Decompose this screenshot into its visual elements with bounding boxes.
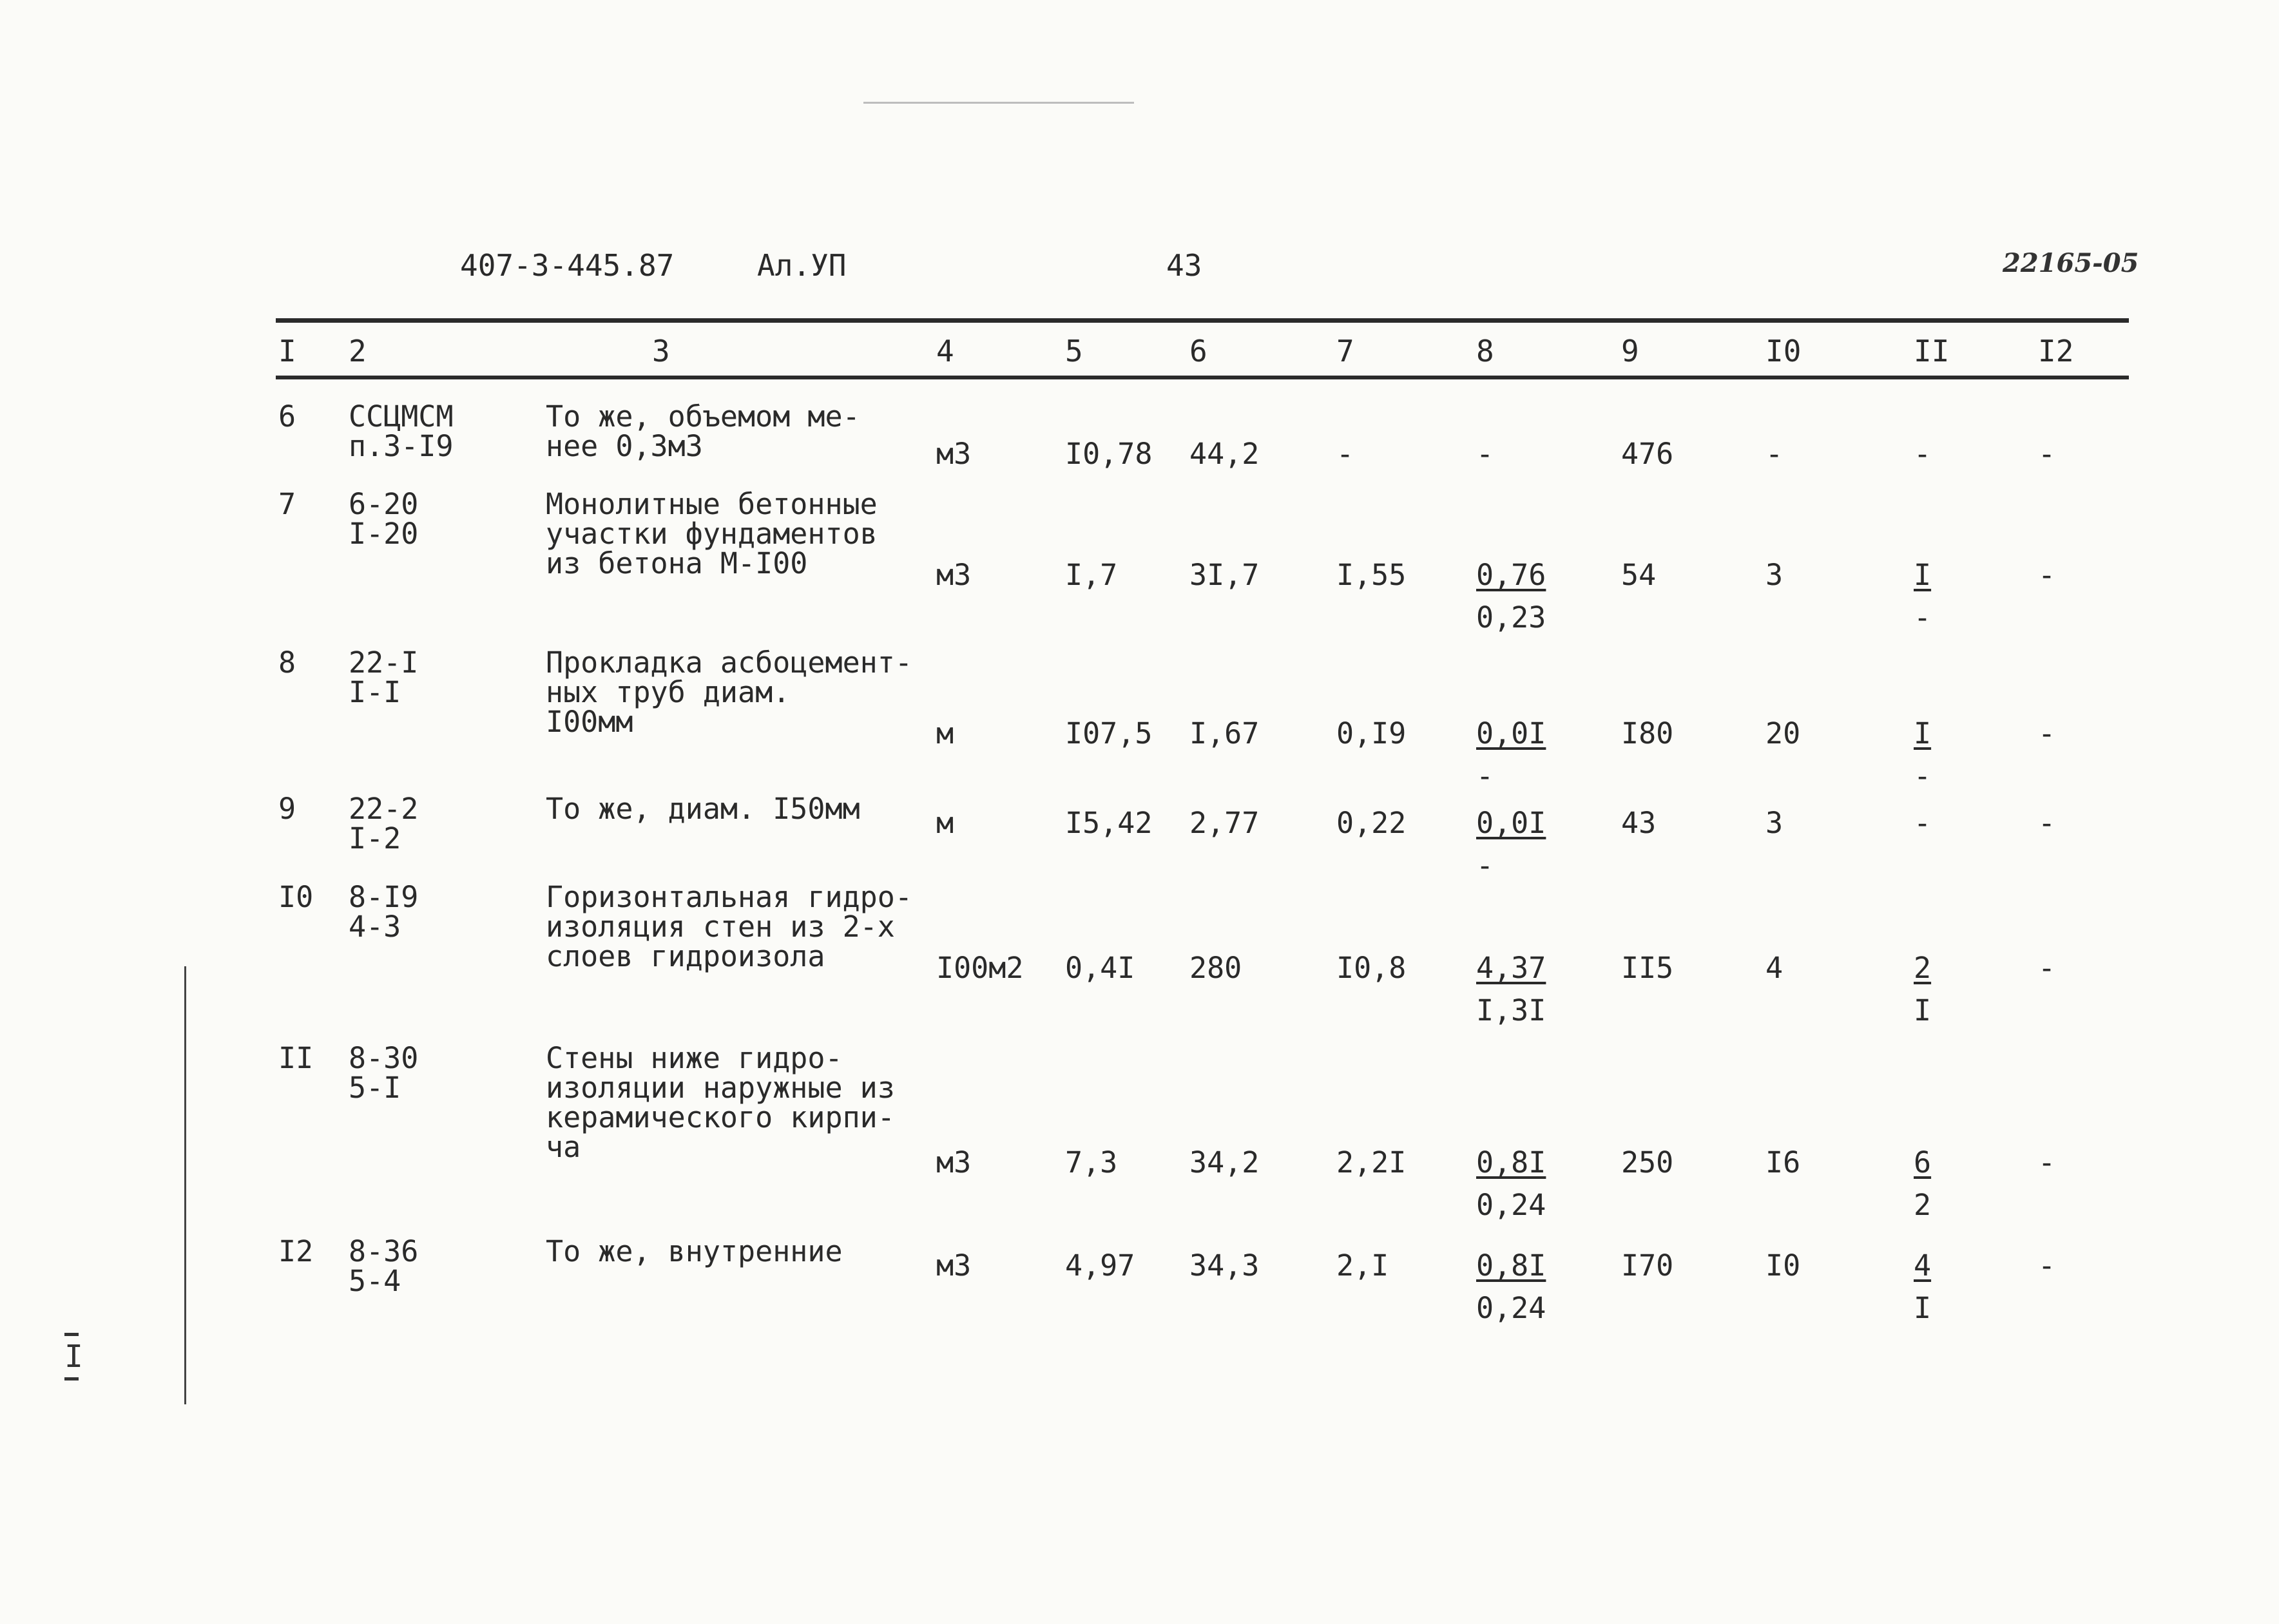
row-number: 9 — [278, 792, 296, 826]
work-description: изоляции наружные из — [546, 1071, 895, 1105]
work-description: Горизонтальная гидро- — [546, 880, 912, 914]
work-description: изоляция стен из 2-х — [546, 910, 895, 944]
col6-cell: 34,2 — [1189, 1145, 1260, 1180]
norm-code: 5-4 — [349, 1264, 401, 1298]
col9-cell: 43 — [1621, 806, 1657, 840]
work-description: То же, внутренние — [546, 1234, 843, 1268]
column-number: 2 — [349, 334, 367, 368]
col8-bottom-cell: I,3I — [1476, 993, 1546, 1027]
work-description: участки фундаментов — [546, 517, 878, 551]
col12-cell: - — [2038, 558, 2056, 592]
col8-top-cell: 0,0I — [1476, 806, 1546, 840]
col9-cell: 54 — [1621, 558, 1657, 592]
work-description: То же, объемом ме- — [546, 399, 860, 434]
col9-cell: I80 — [1621, 716, 1674, 750]
column-number: I — [278, 334, 296, 368]
column-number: I0 — [1765, 334, 1802, 368]
margin-mark-text: I — [64, 1339, 83, 1375]
column-number: 4 — [936, 334, 954, 368]
work-description: слоев гидроизола — [546, 939, 825, 973]
row-number: II — [278, 1041, 314, 1075]
work-description: нее 0,3м3 — [546, 429, 703, 463]
col9-cell: II5 — [1621, 951, 1674, 985]
col6-cell: 2,77 — [1189, 806, 1260, 840]
col11-top-cell: 4 — [1914, 1248, 1932, 1283]
col5-cell: I07,5 — [1065, 716, 1153, 750]
row-number: 6 — [278, 399, 296, 434]
col6-cell: I,67 — [1189, 716, 1260, 750]
col10-cell: 3 — [1765, 558, 1784, 592]
col8-bottom-cell: 0,24 — [1476, 1188, 1546, 1222]
col11-bottom-cell: - — [1914, 600, 1932, 635]
work-description: керамического кирпи- — [546, 1100, 895, 1134]
norm-code: 4-3 — [349, 910, 401, 944]
work-description: ных труб диам. — [546, 675, 791, 709]
unit-cell: м — [936, 716, 954, 750]
inventory-stamp: 22165-05 — [2003, 248, 2139, 278]
work-description: из бетона М-I00 — [546, 546, 808, 580]
col11-top-cell: 6 — [1914, 1145, 1932, 1180]
document-code: 407-3-445.87 — [460, 248, 675, 283]
work-description: Прокладка асбоцемент- — [546, 645, 912, 680]
col11-bottom-cell: - — [1914, 759, 1932, 793]
col10-cell: 20 — [1765, 716, 1801, 750]
col9-cell: 476 — [1621, 437, 1674, 471]
col10-cell: I0 — [1765, 1248, 1801, 1283]
unit-cell: м3 — [936, 1145, 972, 1180]
col8-top-cell: 0,0I — [1476, 716, 1546, 750]
col6-cell: 44,2 — [1189, 437, 1260, 471]
col12-cell: - — [2038, 1248, 2056, 1283]
norm-code: ССЦМСМ — [349, 399, 454, 434]
col9-cell: I70 — [1621, 1248, 1674, 1283]
table-header-rule — [276, 376, 2129, 379]
col7-cell: - — [1336, 437, 1354, 471]
column-number: 7 — [1336, 334, 1354, 368]
col8-bottom-cell: - — [1476, 759, 1494, 793]
row-number: 7 — [278, 487, 296, 521]
norm-code: I-20 — [349, 517, 419, 551]
col7-cell: 2,I — [1336, 1248, 1389, 1283]
row-number: 8 — [278, 645, 296, 680]
col5-cell: 0,4I — [1065, 951, 1135, 985]
norm-code: 22-I — [349, 645, 419, 680]
work-description: Стены ниже гидро- — [546, 1041, 843, 1075]
col12-cell: - — [2038, 951, 2056, 985]
norm-code: I-2 — [349, 821, 401, 855]
col11-top-cell: 2 — [1914, 951, 1932, 985]
col8-top-cell: 0,8I — [1476, 1248, 1546, 1283]
col8-top-cell: 4,37 — [1476, 951, 1546, 985]
margin-mark-bar-bottom — [64, 1377, 79, 1380]
col11-top-cell: - — [1914, 437, 1932, 471]
col11-top-cell: I — [1914, 716, 1932, 750]
col8-bottom-cell: 0,23 — [1476, 600, 1546, 635]
col10-cell: 4 — [1765, 951, 1784, 985]
col6-cell: 3I,7 — [1189, 558, 1260, 592]
col7-cell: 2,2I — [1336, 1145, 1407, 1180]
col5-cell: 7,3 — [1065, 1145, 1118, 1180]
col8-top-cell: 0,8I — [1476, 1145, 1546, 1180]
norm-code: 6-20 — [349, 487, 419, 521]
col11-bottom-cell: 2 — [1914, 1188, 1932, 1222]
work-description: ча — [546, 1130, 581, 1164]
norm-code: 5-I — [349, 1071, 401, 1105]
col5-cell: I5,42 — [1065, 806, 1153, 840]
col10-cell: 3 — [1765, 806, 1784, 840]
col10-cell: - — [1765, 437, 1784, 471]
column-number: 3 — [652, 334, 670, 368]
col5-cell: I0,78 — [1065, 437, 1153, 471]
unit-cell: м — [936, 806, 954, 840]
col7-cell: 0,I9 — [1336, 716, 1407, 750]
norm-code: 22-2 — [349, 792, 419, 826]
margin-mark-bar-top — [64, 1333, 79, 1336]
column-number: 8 — [1476, 334, 1494, 368]
row-number: I2 — [278, 1234, 314, 1268]
norm-code: I-I — [349, 675, 401, 709]
col7-cell: I,55 — [1336, 558, 1407, 592]
col12-cell: - — [2038, 806, 2056, 840]
norm-code: п.3-I9 — [349, 429, 454, 463]
col8-top-cell: 0,76 — [1476, 558, 1546, 592]
col7-cell: 0,22 — [1336, 806, 1407, 840]
col11-top-cell: I — [1914, 558, 1932, 592]
album-label: Ал.УП — [757, 248, 847, 283]
scan-crop-line — [863, 102, 1134, 104]
work-description: Монолитные бетонные — [546, 487, 878, 521]
unit-cell: м3 — [936, 437, 972, 471]
col5-cell: 4,97 — [1065, 1248, 1135, 1283]
norm-code: 8-36 — [349, 1234, 419, 1268]
column-number: I2 — [2038, 334, 2074, 368]
col12-cell: - — [2038, 1145, 2056, 1180]
work-description: I00мм — [546, 705, 633, 739]
column-number: 9 — [1621, 334, 1639, 368]
col12-cell: - — [2038, 716, 2056, 750]
col11-top-cell: - — [1914, 806, 1932, 840]
col9-cell: 250 — [1621, 1145, 1674, 1180]
col6-cell: 34,3 — [1189, 1248, 1260, 1283]
unit-cell: м3 — [936, 1248, 972, 1283]
col11-bottom-cell: I — [1914, 993, 1932, 1027]
col5-cell: I,7 — [1065, 558, 1118, 592]
margin-mark — [64, 1330, 83, 1383]
col11-bottom-cell: I — [1914, 1291, 1932, 1325]
row-number: I0 — [278, 880, 314, 914]
page-number: 43 — [1166, 248, 1202, 283]
column-number: II — [1914, 334, 1950, 368]
norm-code: 8-I9 — [349, 880, 419, 914]
col8-bottom-cell: - — [1476, 848, 1494, 883]
col8-top-cell: - — [1476, 437, 1494, 471]
col7-cell: I0,8 — [1336, 951, 1407, 985]
unit-cell: м3 — [936, 558, 972, 592]
work-description: То же, диам. I50мм — [546, 792, 860, 826]
col12-cell: - — [2038, 437, 2056, 471]
column-number: 5 — [1065, 334, 1083, 368]
binding-margin-line — [184, 966, 186, 1404]
unit-cell: I00м2 — [936, 951, 1024, 985]
table-top-rule — [276, 318, 2129, 323]
col6-cell: 280 — [1189, 951, 1242, 985]
column-number: 6 — [1189, 334, 1207, 368]
col10-cell: I6 — [1765, 1145, 1801, 1180]
col8-bottom-cell: 0,24 — [1476, 1291, 1546, 1325]
norm-code: 8-30 — [349, 1041, 419, 1075]
